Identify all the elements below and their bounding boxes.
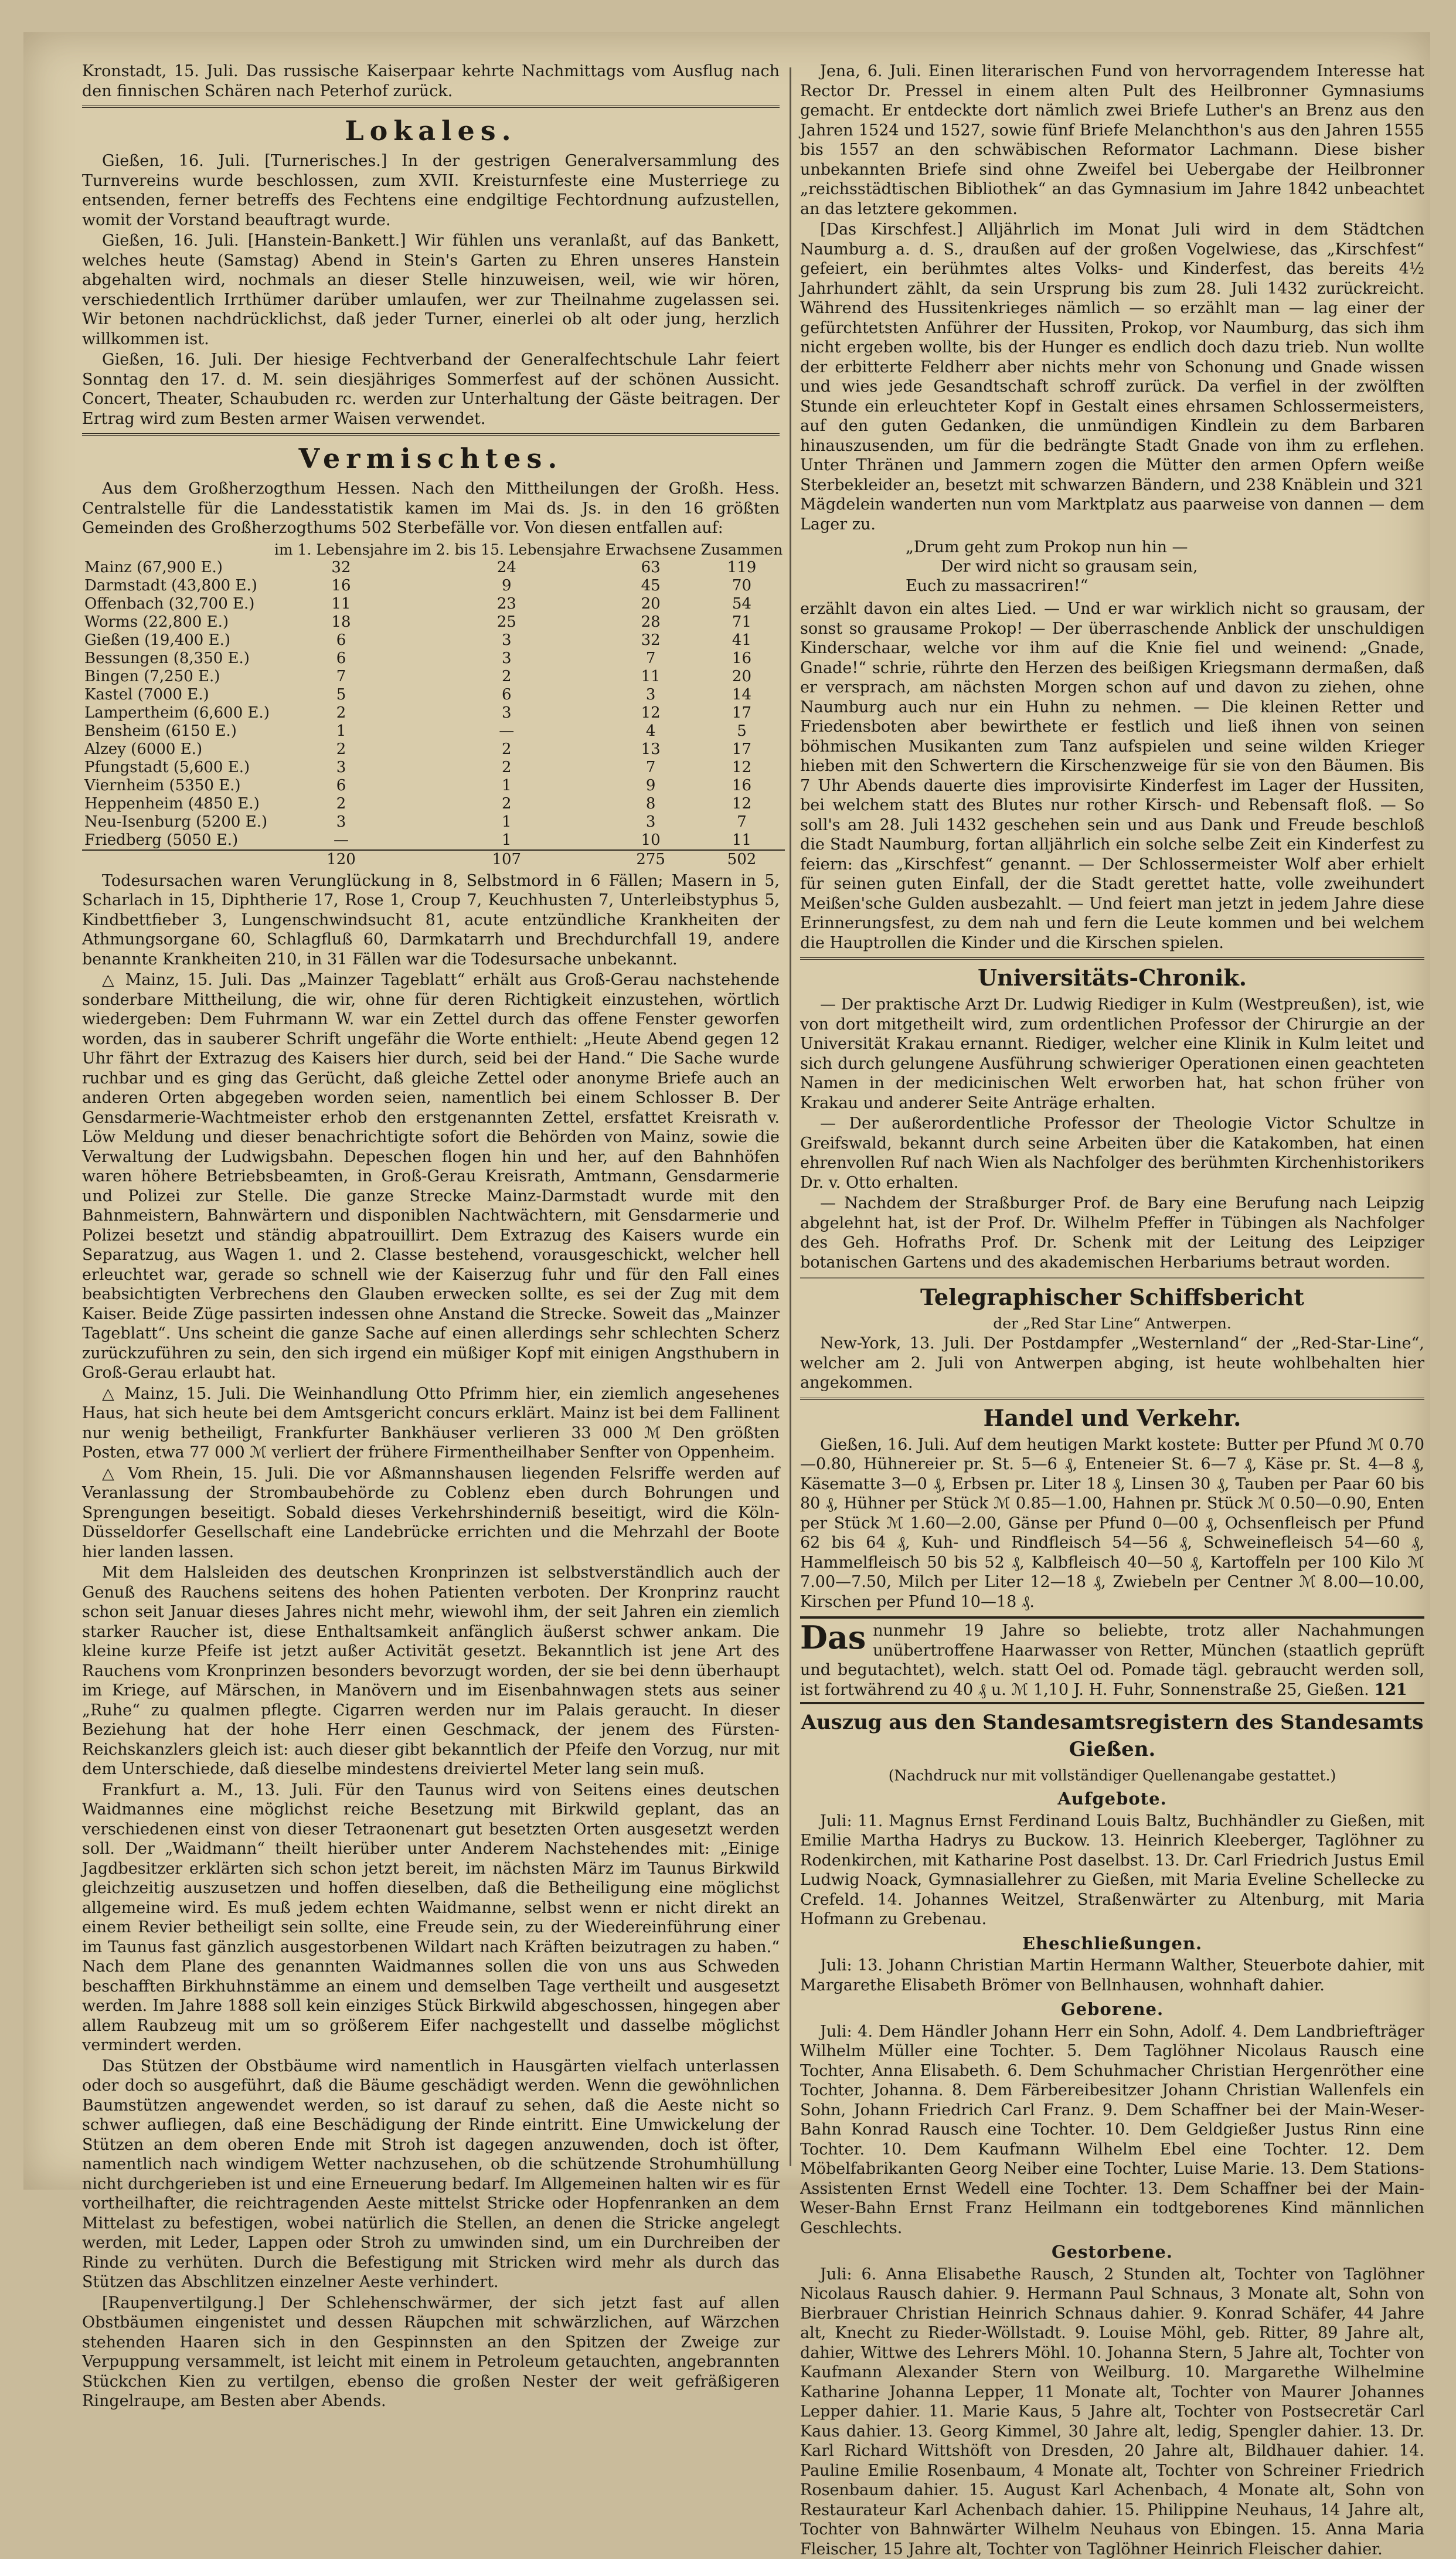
- table-row: [82, 613, 785, 631]
- table-cell-value: —: [272, 831, 410, 850]
- table-cell-value: 3: [410, 704, 603, 722]
- table-row: [82, 795, 785, 813]
- table-row: [82, 595, 785, 613]
- table-row: [82, 704, 785, 722]
- table-cell-value: 12: [699, 795, 785, 813]
- right-column: [800, 62, 1424, 2172]
- table-row: [82, 686, 785, 704]
- table-row: [82, 759, 785, 777]
- table-cell-value: 8: [603, 795, 699, 813]
- table-cell-value: 12: [603, 704, 699, 722]
- table-cell-value: 9: [603, 777, 699, 795]
- register-entries: Juli: 11. Magnus Ernst Ferdinand Louis Baltz, Buchhändler zu Gießen, mit Emilie Martha Hadrys zu Buckow. 13. Heinrich Kleeberger, Taglöhner zu Rodenkirchen, mit Katharine Post daselbst. 13. Dr. Carl Friedrich Justus Emil Ludwig Noack, Gymnasiallehrer zu Gießen, mit Maria Eveline Schellecke zu Crefeld. 14. Johannes Weitzel, Straßenwärter zu Altenburg, mit Maria Hofmann zu Grebenau.: [800, 1812, 1424, 1929]
- table-header: im 2. bis 15. Lebensjahre: [410, 541, 603, 559]
- table-cell-value: 6: [272, 777, 410, 795]
- table-cell-value: 3: [410, 650, 603, 668]
- table-row: [82, 813, 785, 831]
- table-cell-value: 119: [699, 559, 785, 577]
- table-row: [82, 668, 785, 686]
- section-rule: [800, 1398, 1424, 1400]
- table-cell-place: Gießen (19,400 E.): [82, 631, 272, 650]
- standesamt-heading: Auszug aus den Standesamtsregistern des Standesamts Gießen.: [800, 1709, 1424, 1763]
- table-cell-value: 24: [410, 559, 603, 577]
- table-total-cell: 502: [699, 850, 785, 869]
- table-cell-value: 32: [272, 559, 410, 577]
- table-cell-value: 6: [272, 631, 410, 650]
- table-cell-value: 7: [603, 759, 699, 777]
- aufgebote-heading: Aufgebote.: [800, 1789, 1424, 1809]
- table-cell-value: 9: [410, 577, 603, 595]
- table-cell-value: 28: [603, 613, 699, 631]
- table-cell-value: 3: [603, 813, 699, 831]
- table-cell-value: 1: [410, 831, 603, 850]
- schiffsbericht-heading: Telegraphischer Schiffsbericht: [800, 1284, 1424, 1311]
- table-cell-place: Kastel (7000 E.): [82, 686, 272, 704]
- table-cell-value: 3: [272, 813, 410, 831]
- register-entries: Juli: 4. Dem Händler Johann Herr ein Sohn, Adolf. 4. Dem Landbriefträger Wilhelm Müller eine Tochter. 5. Dem Taglöhner Nicolaus Rausch eine Tochter, Anna Elisabeth. 6. Dem Schuhmacher Christian Hergenröther eine Tochter, Johanna. 8. Dem Färbereibesitzer Johann Christian Wallenfels ein Sohn, Johann Friedrich Carl Franz. 9. Dem Schaffner bei der Main-Weser-Bahn Konrad Rausch eine Tochter. 10. Dem Geldgießer Justus Rinn eine Tochter. 10. Dem Kaufmann Wilhelm Ebel eine Tochter. 12. Dem Möbelfabrikanten Georg Neiber eine Tochter, Luise Marie. 13. Dem Stations-Assistenten Ernst Wedell eine Tochter. 13. Dem Schaffner bei der Main-Weser-Bahn Ernst Franz Heilmann ein todtgeborenes Kind männlichen Geschlechts.: [800, 2022, 1424, 2238]
- table-total-row: [82, 850, 785, 869]
- table-cell-place: Neu-Isenburg (5200 E.): [82, 813, 272, 831]
- register-entries: Juli: 6. Anna Elisabethe Rausch, 2 Stunden alt, Tochter von Taglöhner Nicolaus Rausch dahier. 9. Hermann Paul Schnaus, 3 Monate alt, Sohn von Bierbrauer Christian Heinrich Schnaus dahier. 9. Konrad Schäfer, 44 Jahre alt, Knecht zu Rieder-Wöllstadt. 9. Louise Möhl, geb. Ritter, 89 Jahre alt, dahier, Wittwe des Lehrers Möhl. 10. Johanna Stern, 5 Jahre alt, Tochter von Kaufmann Alexander Stern von Weilburg. 10. Margarethe Wilhelmine Katharine Johanna Lepper, 11 Monate alt, Tochter von Maurer Johannes Lepper dahier. 11. Marie Kaus, 5 Jahre alt, Tochter von Postsecretär Carl Kaus dahier. 13. Georg Kimmel, 30 Jahre alt, ledig, Spengler dahier. 13. Dr. Karl Richard Wittshöft von Dresden, 20 Jahre alt, Bildhauer dahier. 14. Pauline Emilie Rosenbaum, 4 Monate alt, Tochter von Schreiner Friedrich Rosenbaum dahier. 15. August Karl Achenbach, 4 Monate alt, Sohn von Restaurateur Karl Achenbach dahier. 15. Philippine Neuhaus, 14 Jahre alt, Tochter von Bahnwärter Wilhelm Neuhaus von Ebingen. 15. Anna Maria Fleischer, 15 Jahre alt, Tochter von Taglöhner Heinrich Fleischer dahier.: [800, 2265, 1424, 2559]
- table-row: [82, 559, 785, 577]
- gestorbene-heading: Gestorbene.: [800, 2242, 1424, 2262]
- table-cell-place: Mainz (67,900 E.): [82, 559, 272, 577]
- table-cell-value: 1: [272, 722, 410, 740]
- table-cell-value: 3: [410, 631, 603, 650]
- table-cell-value: 11: [272, 595, 410, 613]
- ad-number: 121: [1374, 1681, 1407, 1699]
- table-header: Zusammen: [699, 541, 785, 559]
- table-row: [82, 740, 785, 759]
- table-header: Erwachsene: [603, 541, 699, 559]
- article-paragraph: △ Mainz, 15. Juli. Das „Mainzer Tageblatt“ erhält aus Groß-Gerau nachstehende sonderbare Mittheilung, die wir, ohne für deren Richtigkeit einzustehen, wörtlich wiedergeben: Dem Fuhrmann W. war ein Zettel durch das offene Fenster geworfen worden, das in sauberer Schrift ungefähr die Worte enthielt: „Heute Abend gegen 12 Uhr fährt der Extrazug des Kaisers hier durch, seid bei der Hand.“ Die Sache wurde ruchbar und es ging das Gerücht, daß gleiche Zettel oder anonyme Briefe auch an anderen Orten abgegeben worden seien, namentlich bei einem Schlosser B. Der Gensdarmerie-Wachtmeister erhob den erstgenannten Zettel, ersfattet Kreisrath v. Löw Meldung und dieser benachrichtigte sofort die Behörden von Mainz, sowie die Verwaltung der Ludwigsbahn. Depeschen flogen hin und her, auf den Bahnhöfen waren höhere Betriebsbeamten, in Groß-Gerau Kreisrath, Amtmann, Gensdarmerie und Polizei zur Stelle. Die ganze Strecke Mainz-Darmstadt wurde mit den Bahnmeistern, Bahnwärtern und disponiblen Nachtwächtern, mit Gensdarmerie und Polizei besetzt und ständig abpatrouillirt. Dem Extrazug des Kaisers wurde ein Separatzug, aus Wagen 1. und 2. Classe bestehend, vorausgeschickt, welcher hell erleuchtet war, gerade so schnell wie der Kaiserzug fuhr und für den Fall eines beabsichtigten Verbrechens den Glauben erwecken sollte, es sei der Zug mit dem Kaiser. Beide Züge passirten indessen ohne Anstand die Strecke. Soweit das „Mainzer Tageblatt“. Uns scheint die ganze Sache auf einen allerdings sehr schlechten Scherz zurückzuführen zu sein, den sich irgend ein müßiger Kopf mit einigen Angsthubern in Groß-Gerau erlaubt hat.: [82, 970, 780, 1383]
- table-cell-value: 7: [699, 813, 785, 831]
- table-cell-value: 1: [410, 813, 603, 831]
- table-cell-place: Viernheim (5350 E.): [82, 777, 272, 795]
- article-paragraph: [Das Kirschfest.] Alljährlich im Monat Juli wird in dem Städtchen Naumburg a. d. S., draußen auf der großen Vogelwiese, das „Kirschfest“ gefeiert, ein berühmtes altes Volks- und Kinderfest, das bereits 4½ Jahrhundert zählt, da sein Ursprung bis zum 28. Juli 1432 zurückreicht. Während des Hussitenkrieges nämlich — so erzählt man — lag einer der gefürchtetsten Anführer der Hussiten, Prokop, vor Naumburg, das sich ihm nicht ergeben wollte, bis der Hunger es endlich doch dazu trieb. Nun wollte der erbitterte Feldherr aber nichts mehr von Schonung und Gnade wissen und wies jede Gesandtschaft schroff zurück. Da verfiel in der zwölften Stunde ein erleuchteter Kopf in Gestalt eines ehrsamen Schlossermeisters, auf den guten Gedanken, die unmündigen Kindlein zu dem Barbaren hinauszusenden, um für die bedrängte Stadt Gnade von ihm zu erflehen. Unter Thränen und Jammern zogen die Mütter den armen Opfern weiße Sterbekleider an, besetzt mit schwarzen Bändern, und 238 Knäblein und 321 Mägdelein wanderten nun vom Marktplatz aus paarweise von dannen — dem Lager zu.: [800, 220, 1424, 534]
- article-paragraph: Mit dem Halsleiden des deutschen Kronprinzen ist selbstverständlich auch der Genuß des Rauchens seitens des hohen Patienten verboten. Der Kronprinz raucht schon seit Januar dieses Jahres nicht mehr, wiewohl ihm, der seit Jahren ein ziemlich starker Raucher ist, diese Enthaltsamkeit anfänglich äußerst schwer ankam. Die kleine kurze Pfeife ist jetzt außer Activität gesetzt. Bekanntlich ist jene Art des Rauchens vom Kronprinzen besonders bevorzugt worden, der sie bei denn überhaupt im Kriege, auf Märschen, in Manövern und im Eisenbahnwagen stets aus seiner „Ruhe“ zu qualmen pflegte. Cigarren werden nur im Palais geraucht. In dieser Beziehung hat der hohe Herr einen Geschmack, der jenem des Fürsten-Reichskanzlers gleich ist: auch dieser gibt bekanntlich der Pfeife den Vorzug, nur mit dem Unterschiede, daß dieselbe mindestens dreiviertel Meter lang sein muß.: [82, 1563, 780, 1779]
- table-header: im 1. Lebensjahre: [272, 541, 410, 559]
- table-cell-value: 7: [272, 668, 410, 686]
- table-cell-value: 3: [272, 759, 410, 777]
- left-column: [82, 62, 780, 2172]
- table-cell-value: 6: [410, 686, 603, 704]
- geborene-heading: Geborene.: [800, 2000, 1424, 2020]
- article-paragraph: Todesursachen waren Verunglückung in 8, Selbstmord in 6 Fällen; Masern in 5, Scharlach in 15, Diphtherie 17, Rose 1, Croup 7, Keuchhusten 7, Unterleibstyphus 5, Kindbettfieber 3, Lungenschwindsucht 81, acute entzündliche Krankheiten der Athmungsorgane 60, Schlagfluß 60, Darmkatarrh und Brechdurchfall 19, andere benannte Krankheiten 210, in 31 Fällen war die Todesursache unbekannt.: [82, 871, 780, 970]
- verse-line: Der wird nicht so grausam sein,: [906, 557, 1424, 576]
- verse-line: „Drum geht zum Prokop nun hin —: [906, 538, 1424, 557]
- table-cell-value: 17: [699, 740, 785, 759]
- table-cell-value: 2: [272, 704, 410, 722]
- table-cell-place: Heppenheim (4850 E.): [82, 795, 272, 813]
- table-total-cell: 107: [410, 850, 603, 869]
- table-cell-value: 11: [603, 668, 699, 686]
- table-cell-place: Darmstadt (43,800 E.): [82, 577, 272, 595]
- article-paragraph: [Raupenvertilgung.] Der Schlehenschwärmer, der sich jetzt fast auf allen Obstbäumen eingenistet und dessen Räupchen mit schwärzlichen, auf Wärzchen stehenden Haaren sich in den Gespinnsten an den Spitzen der Zweige zur Verpuppung versammelt, ist leicht mit einem in Petroleum getauchten, angebrannten Stückchen Kien zu vertilgen, ebenso die großen Nester der weit gefräßigeren Ringelraupe, am Besten aber Abends.: [82, 2293, 780, 2411]
- table-row: [82, 577, 785, 595]
- table-cell-place: Alzey (6000 E.): [82, 740, 272, 759]
- table-cell-place: Offenbach (32,700 E.): [82, 595, 272, 613]
- table-cell-value: 41: [699, 631, 785, 650]
- table-row: [82, 650, 785, 668]
- table-cell-value: 71: [699, 613, 785, 631]
- table-cell-place: Bessungen (8,350 E.): [82, 650, 272, 668]
- table-cell-place: Pfungstadt (5,600 E.): [82, 759, 272, 777]
- article-paragraph: — Nachdem der Straßburger Prof. de Bary eine Berufung nach Leipzig abgelehnt hat, ist der Prof. Dr. Wilhelm Pfeffer in Tübingen als Nachfolger des Geh. Hofraths Prof. Dr. Schenk mit der Leitung des Leipziger botanischen Gartens und des akademischen Herbariums betraut worden.: [800, 1194, 1424, 1272]
- table-cell-place: Friedberg (5050 E.): [82, 831, 272, 850]
- table-cell-value: 45: [603, 577, 699, 595]
- table-cell-value: 70: [699, 577, 785, 595]
- schiffsbericht-subtitle: der „Red Star Line“ Antwerpen.: [800, 1314, 1424, 1333]
- universitaet-heading: Universitäts-Chronik.: [800, 964, 1424, 991]
- table-cell-place: Lampertheim (6,600 E.): [82, 704, 272, 722]
- ad-headline: Das: [800, 1621, 866, 1654]
- poem-verse: [906, 538, 1424, 596]
- table-row: [82, 722, 785, 740]
- table-cell-value: 6: [272, 650, 410, 668]
- table-cell-value: 2: [410, 668, 603, 686]
- table-cell-value: 2: [410, 759, 603, 777]
- table-cell-value: 2: [272, 740, 410, 759]
- statistics-intro: Aus dem Großherzogthum Hessen. Nach den Mittheilungen der Großh. Hess. Centralstelle für die Landesstatistik kamen im Mai ds. Js. in den 16 größten Gemeinden des Großherzogthums 502 Sterbefälle vor. Von diesen entfallen auf:: [82, 479, 780, 538]
- section-rule: [82, 106, 780, 108]
- table-cell-place: Worms (22,800 E.): [82, 613, 272, 631]
- table-cell-value: 20: [699, 668, 785, 686]
- section-rule: [800, 957, 1424, 960]
- kronstadt-notice: Kronstadt, 15. Juli. Das russische Kaiserpaar kehrte Nachmittags vom Ausflug nach den finnischen Schären nach Peterhof zurück.: [82, 62, 780, 101]
- table-cell-value: 18: [272, 613, 410, 631]
- table-cell-value: 7: [603, 650, 699, 668]
- table-cell-value: 54: [699, 595, 785, 613]
- table-cell-place: Bensheim (6150 E.): [82, 722, 272, 740]
- verse-line: Euch zu massacriren!“: [906, 576, 1424, 596]
- table-cell-value: 14: [699, 686, 785, 704]
- table-cell-value: 16: [699, 650, 785, 668]
- table-row: [82, 777, 785, 795]
- table-total-cell: 120: [272, 850, 410, 869]
- table-cell-value: 16: [699, 777, 785, 795]
- section-rule: [800, 1277, 1424, 1279]
- eheschliessungen-heading: Eheschließungen.: [800, 1934, 1424, 1954]
- advertisement: [800, 1616, 1424, 1704]
- article-paragraph: New-York, 13. Juli. Der Postdampfer „Westernland“ der „Red-Star-Line“, welcher am 2. Juli von Antwerpen abging, ist heute wohlbehalten hier angekommen.: [800, 1334, 1424, 1393]
- article-paragraph: — Der außerordentliche Professor der Theologie Victor Schultze in Greifswald, bekannt durch seine Arbeiten über die Katakomben, hat einen ehrenvollen Ruf nach Wien als Nachfolger des berühmten Kirchenhistorikers Dr. v. Otto erhalten.: [800, 1114, 1424, 1192]
- table-header: [82, 541, 272, 559]
- lokales-heading: Lokales.: [82, 115, 780, 147]
- lokales-item: Gießen, 16. Juli. [Turnerisches.] In der gestrigen Generalversammlung des Turnvereins wurde beschlossen, zum XVII. Kreisturnfeste eine Musterriege zu entsenden, ferner betreffs des Fechtens eine endgiltige Fechtordnung aufzustellen, womit der Vorstand beauftragt wurde.: [82, 151, 780, 230]
- article-paragraph: Das Stützen der Obstbäume wird namentlich in Hausgärten vielfach unterlassen oder doch so ausgeführt, daß die Bäume geschädigt werden. Wenn die gewöhnlichen Baumstützen angewendet werden, so ist darauf zu sehen, daß die Aeste nicht so schwer aufliegen, daß eine Beschädigung der Rinde eintritt. Eine Umwickelung der Stützen an dem oberen Ende mit Stroh ist dagegen anzuwenden, doch ist öfter, namentlich nach windigem Wetter nachzusehen, ob die schützende Strohumhüllung nicht durchgerieben ist und eine Erneuerung bedarf. Im Allgemeinen halten wir es für vortheilhafter, die reichtragenden Aeste mittelst Stricke oder Hopfenranken an dem Mittelast zu befestigen, wobei natürlich die Stellen, an denen die Stricke angelegt werden, mit Leder, Lappen oder Stroh zu umwinden sind, um ein Durchreiben der Rinde zu verhüten. Durch die Befestigung mit Stricken wird mehr als durch das Stützen das Abschlitzen einzelner Aeste verhindert.: [82, 2057, 780, 2292]
- table-cell-value: 3: [603, 686, 699, 704]
- table-cell-value: 20: [603, 595, 699, 613]
- section-rule: [82, 433, 780, 436]
- market-report: Gießen, 16. Juli. Auf dem heutigen Markt kostete: Butter per Pfund ℳ 0.70—0.80, Hühnereier pr. St. 5—6 ₰, Enteneier St. 6—7 ₰, Käse pr. St. 4—8 ₰, Käsematte 3—0 ₰, Erbsen pr. Liter 18 ₰, Linsen 30 ₰, Tauben per Paar 60 bis 80 ₰, Hühner per Stück ℳ 0.85—1.00, Hahnen pr. Stück ℳ 0.50—0.90, Enten per Stück ℳ 1.60—2.00, Gänse per Pfund 0—00 ₰, Ochsenfleisch per Pfund 62 bis 64 ₰, Kuh- und Rindfleisch 54—56 ₰, Schweinefleisch 54—60 ₰, Hammelfleisch 50 bis 52 ₰, Kalbfleisch 40—50 ₰, Kartoffeln per 100 Kilo ℳ 7.00—7.50, Milch per Liter 12—18 ₰, Zwiebeln per Centner ℳ 8.00—10.00, Kirschen per Pfund 10—18 ₰.: [800, 1435, 1424, 1612]
- article-paragraph: Jena, 6. Juli. Einen literarischen Fund von hervorragendem Interesse hat Rector Dr. Pressel in einem alten Pult des Heilbronner Gymnasiums gemacht. Er entdeckte dort nämlich zwei Briefe Luther's an Brenz aus den Jahren 1524 und 1527, sowie fünf Briefe Melanchthon's aus den Jahren 1555 bis 1557 an den schwäbischen Reformator Lachmann. Diese bisher unbekannten Briefe sind ohne Zweifel bei Uebergabe der Heilbronner „reichsstädtischen Bibliothek“ an das Gymnasium im Jahre 1842 unbeachtet an das letztere gekommen.: [800, 62, 1424, 219]
- table-cell-value: 32: [603, 631, 699, 650]
- table-cell-value: 63: [603, 559, 699, 577]
- mortality-table: [82, 541, 785, 869]
- standesamt-note: (Nachdruck nur mit vollständiger Quellenangabe gestattet.): [800, 1766, 1424, 1785]
- register-entries: Juli: 13. Johann Christian Martin Hermann Walther, Steuerbote dahier, mit Margarethe Elisabeth Brömer von Bellnhausen, wohnhaft dahier.: [800, 1956, 1424, 1995]
- table-total-cell: 275: [603, 850, 699, 869]
- table-cell-value: 2: [272, 795, 410, 813]
- table-cell-value: 16: [272, 577, 410, 595]
- lokales-item: Gießen, 16. Juli. Der hiesige Fechtverband der Generalfechtschule Lahr feiert Sonntag den 17. d. M. sein diesjähriges Sommerfest auf der schönen Aussicht. Concert, Theater, Schaubuden rc. werden zur Unterhaltung der Gäste beitragen. Der Ertrag wird zum Besten armer Waisen verwendet.: [82, 350, 780, 429]
- table-cell-value: 5: [272, 686, 410, 704]
- table-cell-value: 4: [603, 722, 699, 740]
- column-divider: [790, 67, 791, 2166]
- table-cell-value: 23: [410, 595, 603, 613]
- table-cell-value: 1: [410, 777, 603, 795]
- table-cell-value: 17: [699, 704, 785, 722]
- table-cell-value: —: [410, 722, 603, 740]
- newspaper-page: [23, 32, 1430, 2190]
- table-cell-value: 5: [699, 722, 785, 740]
- table-cell-value: 10: [603, 831, 699, 850]
- handel-heading: Handel und Verkehr.: [800, 1405, 1424, 1432]
- article-paragraph: Frankfurt a. M., 13. Juli. Für den Taunus wird von Seitens eines deutschen Waidmannes eine möglichst reiche Besetzung mit Birkwild geplant, das an verschiedenen einst von dieser Tetraonenart gut besetzten Orten ausgesetzt werden soll. Der „Waidmann“ theilt hierüber unter Anderem Nachstehendes mit: „Einige Jagdbesitzer erklärten sich schon jetzt bereit, im nächsten März im Taunus Birkwild gleichzeitig auszusetzen und hoffen dieselben, daß die Betheiligung eine möglichst allgemeine wird. Es muß jedem echten Waidmanne, selbst wenn er nicht direkt an einem Revier betheiligt sein sollte, eine Freude sein, zu der Wiedereinführung einer im Taunus fast gänzlich ausgestorbenen Wildart nach Kräften beizutragen zu haben.“ Nach dem Plane des genannten Waidmannes sollen die von uns aus Schweden beschafften Birkhuhnstämme an einem und demselben Tage vertheilt und ausgesetzt werden. Im Jahre 1888 soll kein einziges Stück Birkwild abgeschossen, hingegen aber allem Raubzeug mit um so größerem Eifer nachgestellt und dasselbe möglichst vermindert werden.: [82, 1780, 780, 2055]
- lokales-item: Gießen, 16. Juli. [Hanstein-Bankett.] Wir fühlen uns veranlaßt, auf das Bankett, welches heute (Samstag) Abend in Stein's Garten zu Ehren unseres Hanstein abgehalten wird, nochmals an dieser Stelle hinzuweisen, weil, wie wir hören, verschiedentlich Irrthümer darüber umlaufen, wer zur Theilnahme zugelassen sei. Wir betonen nachdrücklichst, daß jeder Turner, einerlei ob alt oder jung, herzlich willkommen ist.: [82, 231, 780, 349]
- article-paragraph: erzählt davon ein altes Lied. — Und er war wirklich nicht so grausam, der sonst so grausame Prokop! — Der überraschende Anblick der unschuldigen Kinderschaar, welche vor ihm auf die Knie fiel und weinend: „Gnade, Gnade!“ schrie, rührte den Herzen des beißigen Kriegsmann dermaßen, daß er versprach, am nächsten Morgen schon auf und davon zu ziehen, ohne Naumburg auch nur ein Huhn zu nehmen. — Die kleinen Retter und Friedensboten aber bewirthete er festlich und ließ ihnen von seinen böhmischen Musikanten zum Tanz aufspielen und seine wilden Krieger hieben mit den Schwertern die Kirschenzweige für sie von den Bäumen. Bis 7 Uhr Abends dauerte dies improvisirte Kinderfest im Lager der Hussiten, bei welchem statt des Blutes nur rother Kirsch- und Rebensaft floß. — So soll's am 28. Juli 1432 geschehen sein und aus Dank und Freude beschloß die Stadt Naumburg, fortan alljährlich ein solche selbe Zeit ein Kinderfest zu feiern: das „Kirschfest“ genannt. — Der Schlossermeister Wolf aber erhielt für seinen guten Einfall, der die Stadt gerettet hatte, volle zweihundert Meißen'sche Gulden ausbezahlt. — Und feiert man jetzt in jedem Jahre diese Erinnerungsfest, zu dem nah und fern die Leute kommen und bei welchem die Hauptrollen die Kinder und die Kirschen spielen.: [800, 599, 1424, 953]
- table-header-row: [82, 541, 785, 559]
- table-cell-value: 12: [699, 759, 785, 777]
- ad-text: nunmehr 19 Jahre so beliebte, trotz aller Nachahmungen unübertroffene Haarwasser von Retter, München (staatlich geprüft und begutachtet), welch. statt Oel od. Pomade tägl. gebraucht werden soll, ist fortwährend zu 40 ₰ u. ℳ 1,10 J. H. Fuhr, Sonnenstraße 25, Gießen.: [800, 1622, 1424, 1699]
- table-row: [82, 631, 785, 650]
- vermischtes-heading: Vermischtes.: [82, 443, 780, 474]
- table-cell-value: 2: [410, 795, 603, 813]
- table-total-cell: [82, 850, 272, 869]
- table-cell-value: 25: [410, 613, 603, 631]
- table-row: [82, 831, 785, 850]
- article-paragraph: — Der praktische Arzt Dr. Ludwig Riediger in Kulm (Westpreußen), ist, wie von dort mitgetheilt wird, zum ordentlichen Professor der Chirurgie an der Universität Krakau ernannt. Riediger, welcher eine Klinik in Kulm leitet und sich durch gelungene Ausführung schwieriger Operationen einen geachteten Namen in der medicinischen Welt erworben hat, hat schon früher von Krakau und anderer Seite Anträge erhalten.: [800, 995, 1424, 1113]
- article-paragraph: △ Mainz, 15. Juli. Die Weinhandlung Otto Pfrimm hier, ein ziemlich angesehenes Haus, hat sich heute bei dem Amtsgericht concurs erklärt. Mainz ist bei dem Fallinent nur wenig betheiligt, Frankfurter Bankhäuser verlieren 33 000 ℳ Den größten Posten, etwa 77 000 ℳ verliert der frühere Firmentheilhaber Senfter von Oppenheim.: [82, 1384, 780, 1463]
- table-cell-place: Bingen (7,250 E.): [82, 668, 272, 686]
- table-cell-value: 2: [410, 740, 603, 759]
- table-cell-value: 13: [603, 740, 699, 759]
- article-paragraph: △ Vom Rhein, 15. Juli. Die vor Aßmannshausen liegenden Felsriffe werden auf Veranlassung der Strombaubehörde zu Coblenz eben durch Bohrungen und Sprengungen beseitigt. Sobald dieses Verkehrshinderniß beseitigt, wird die Köln-Düsseldorfer Gesellschaft eine Landebrücke errichten und die Mehrzahl der Boote hier landen lassen.: [82, 1464, 780, 1562]
- table-cell-value: 11: [699, 831, 785, 850]
